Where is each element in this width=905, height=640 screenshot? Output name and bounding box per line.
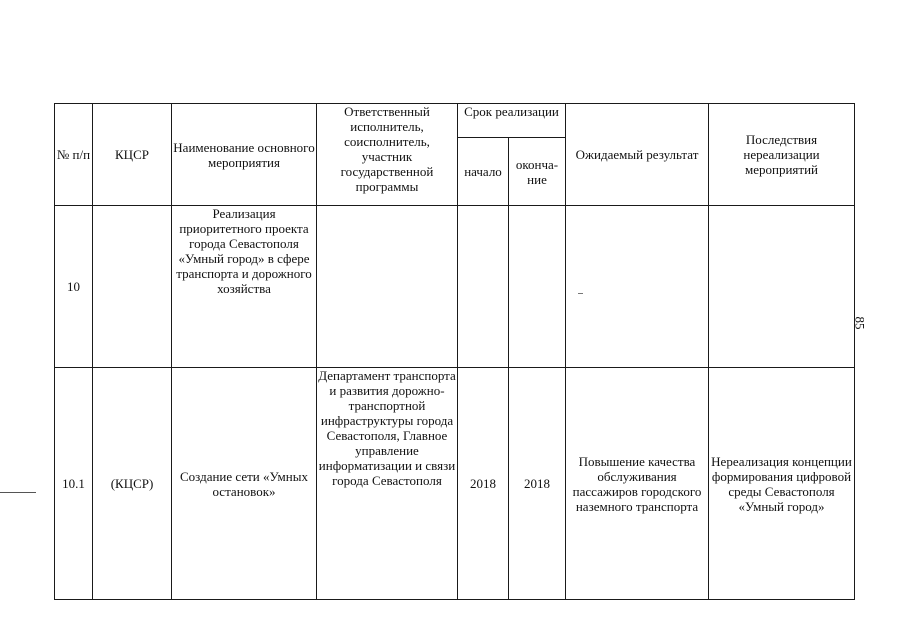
cell-responsible: Департамент транспорта и развития дорожно-транспортной инфраструктуры города Севастополя, Главное управление информатизации и связи города Севастополя <box>317 368 458 600</box>
cell-consequences <box>709 206 855 368</box>
header-num: № п/п <box>55 104 93 206</box>
cell-name: Создание сети «Умных остановок» <box>172 368 317 600</box>
header-responsible: Ответственный исполнитель, соисполнитель, участник государственной программы <box>317 104 458 206</box>
cell-kcsr <box>93 206 172 368</box>
header-consequences: Последствия нереализации мероприятий <box>709 104 855 206</box>
cell-start: 2018 <box>458 368 509 600</box>
header-expected: Ожидаемый результат <box>566 104 709 206</box>
measures-table <box>54 103 855 600</box>
cell-end: 2018 <box>509 368 566 600</box>
scan-mark <box>578 293 583 294</box>
table-row <box>55 206 855 368</box>
cell-expected <box>566 206 709 368</box>
header-period: Срок реализации <box>458 104 566 138</box>
header-name: Наименование основного мероприятия <box>172 104 317 206</box>
header-kcsr: КЦСР <box>93 104 172 206</box>
cell-num: 10.1 <box>55 368 93 600</box>
header-start: начало <box>458 138 509 206</box>
cell-expected: Повышение качества обслуживания пассажиров городского наземного транспорта <box>566 368 709 600</box>
cell-name: Реализация приоритетного проекта города Севастополя «Умный город» в сфере транспорта и дорожного хозяйства <box>172 206 317 368</box>
table-row <box>55 368 855 600</box>
cell-responsible <box>317 206 458 368</box>
cell-kcsr: (КЦСР) <box>93 368 172 600</box>
cell-end <box>509 206 566 368</box>
cell-consequences: Нереализация концепции формирования цифровой среды Севастополя «Умный город» <box>709 368 855 600</box>
margin-mark <box>0 492 36 493</box>
cell-num: 10 <box>55 206 93 368</box>
cell-start <box>458 206 509 368</box>
header-end: оконча- ние <box>509 138 566 206</box>
page-number: 85 <box>852 316 868 330</box>
header-row-top <box>55 104 855 138</box>
